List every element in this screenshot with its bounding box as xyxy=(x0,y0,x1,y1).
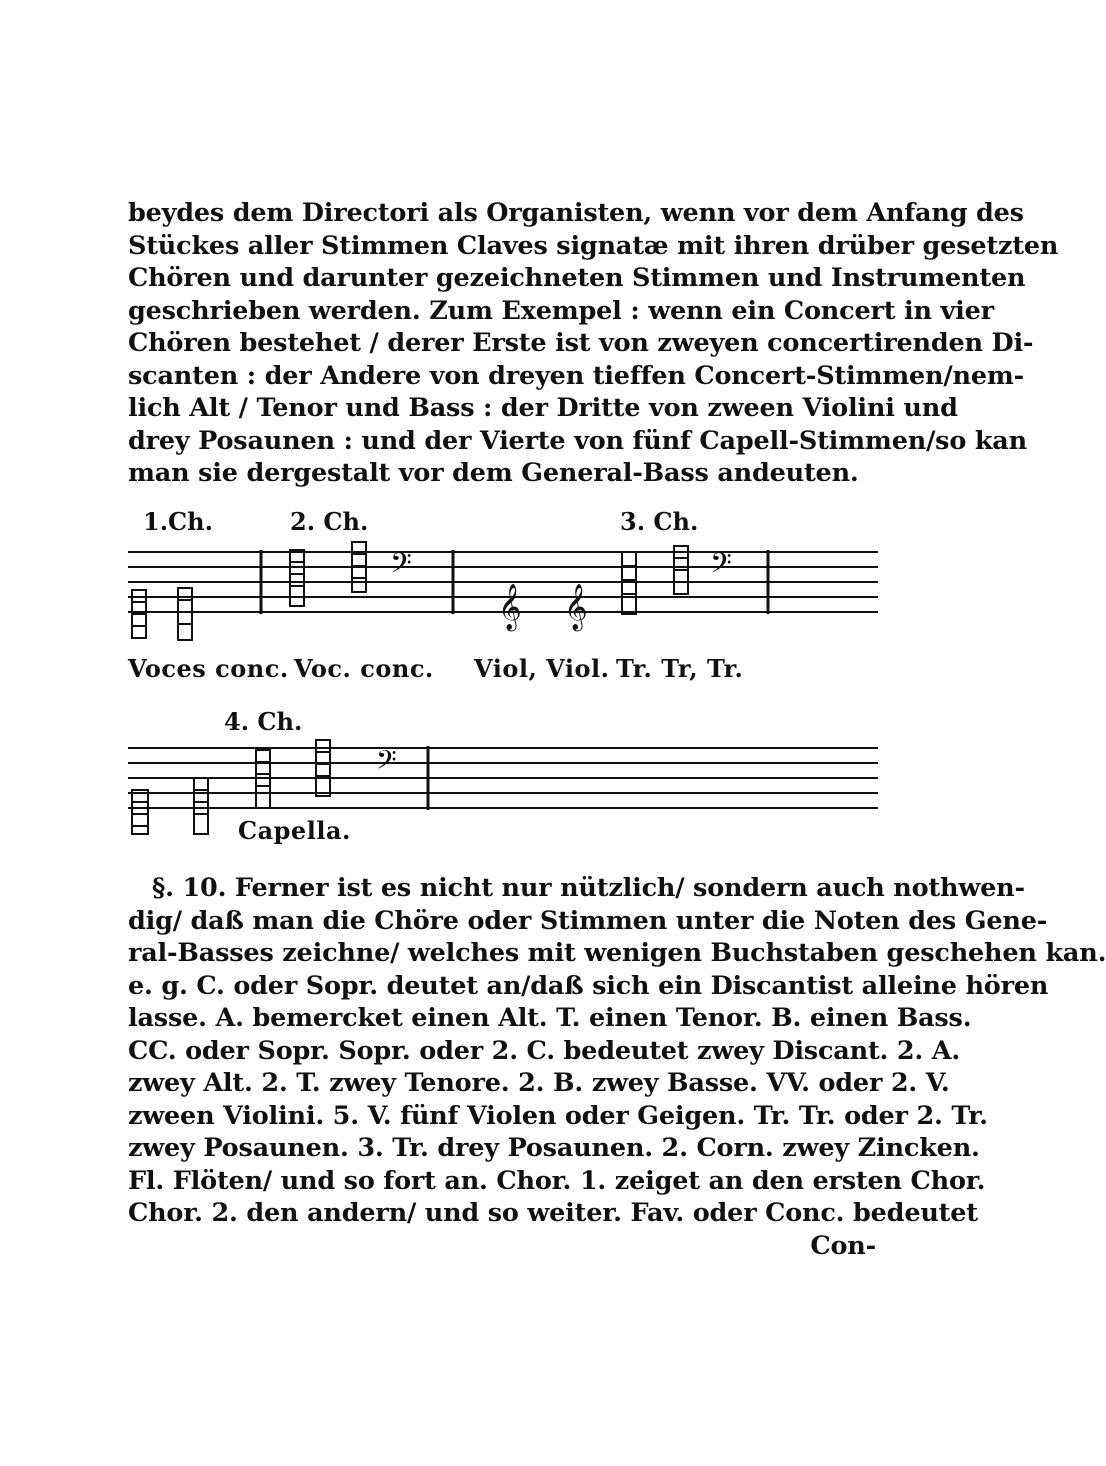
voices-conc-label: Voces conc. xyxy=(128,654,289,683)
svg-text:𝄢: 𝄢 xyxy=(710,547,732,587)
choir-3-label: 3. Ch. xyxy=(620,507,699,536)
tr-tr-tr-label: Tr. Tr, Tr. xyxy=(616,654,744,683)
text-line: lasse. A. bemercket einen Alt. T. einen Tenor. B. einen Bass. xyxy=(128,1003,972,1033)
text-line: zwey Alt. 2. T. zwey Tenore. 2. B. zwey Basse. VV. oder 2. V. xyxy=(128,1068,950,1098)
text-line: Fl. Flöten/ und so fort an. Chor. 1. zeiget an den ersten Chor. xyxy=(128,1165,986,1196)
choir-2-label: 2. Ch. xyxy=(290,507,369,536)
text-line: e. g. C. oder Sopr. deutet an/daß sich ein Discantist alleine hören xyxy=(128,970,1049,1001)
text-line: Chören bestehet / derer Erste ist von zweyen concertirenden Di- xyxy=(128,328,1034,358)
text-line: man sie dergestalt vor dem General-Bass andeuten. xyxy=(128,458,859,488)
svg-text:𝄞: 𝄞 xyxy=(564,584,588,630)
text-line: dig/ daß man die Chöre oder Stimmen unter die Noten des Gene- xyxy=(128,905,1048,936)
text-line: lich Alt / Tenor und Bass : der Dritte von zween Violini und xyxy=(128,393,958,423)
text-line: geschrieben werden. Zum Exempel : wenn ein Concert in vier xyxy=(128,295,994,326)
catchword: Con- xyxy=(810,1230,876,1261)
text-line: zwey Posaunen. 3. Tr. drey Posaunen. 2. Corn. zwey Zincken. xyxy=(128,1133,980,1163)
text-line: beydes dem Directori als Organisten, wenn vor dem Anfang des xyxy=(128,198,1024,228)
f-clef-icon xyxy=(376,744,397,782)
text-line: CC. oder Sopr. Sopr. oder 2. C. bedeutet zwey Discant. 2. A. xyxy=(128,1035,961,1066)
text-line: Chören und darunter gezeichneten Stimmen und Instrumenten xyxy=(128,263,1026,293)
svg-text:𝄞: 𝄞 xyxy=(498,584,522,630)
svg-text:𝄢: 𝄢 xyxy=(390,547,412,587)
c-clef-icon xyxy=(194,778,208,834)
svg-text:𝄢: 𝄢 xyxy=(376,744,397,782)
c-clef-icon xyxy=(178,588,192,640)
text-line: drey Posaunen : und der Vierte von fünf Capell-Stimmen/so kan xyxy=(128,425,1027,456)
text-line: ral-Basses zeichne/ welches mit wenigen Buchstaben geschehen kan. xyxy=(128,938,1106,968)
text-line: Chor. 2. den andern/ und so weiter. Fav. oder Conc. bedeutet xyxy=(128,1198,978,1228)
voc-conc-label: Voc. conc. xyxy=(294,654,434,683)
c-clef-icon xyxy=(132,790,148,834)
text-line: scanten : der Andere von dreyen tieffen Concert-Stimmen/nem- xyxy=(128,360,1025,391)
music-staff-row-1 xyxy=(128,540,878,650)
c-clef-icon xyxy=(674,546,688,594)
c-clef-icon xyxy=(352,542,366,592)
f-clef-icon xyxy=(710,547,732,587)
f-clef-icon xyxy=(390,547,412,587)
choir-1-label: 1.Ch. xyxy=(143,507,213,536)
text-line: Stückes aller Stimmen Claves signatæ mit ihren drüber gesetzten xyxy=(128,230,1059,261)
text-line: §. 10. Ferner ist es nicht nur nützlich/ sondern auch nothwen- xyxy=(152,873,1025,903)
g-clef-icon xyxy=(498,584,522,632)
choir-4-label: 4. Ch. xyxy=(224,707,303,736)
text-line: zween Violini. 5. V. fünf Violen oder Geigen. Tr. Tr. oder 2. Tr. xyxy=(128,1100,988,1131)
capella-label: Capella. xyxy=(238,816,351,845)
paragraph-2 xyxy=(128,872,1106,1262)
paragraph-1 xyxy=(128,197,1059,490)
viol-viol-label: Viol, Viol. xyxy=(474,654,610,683)
g-clef-icon xyxy=(564,584,588,632)
